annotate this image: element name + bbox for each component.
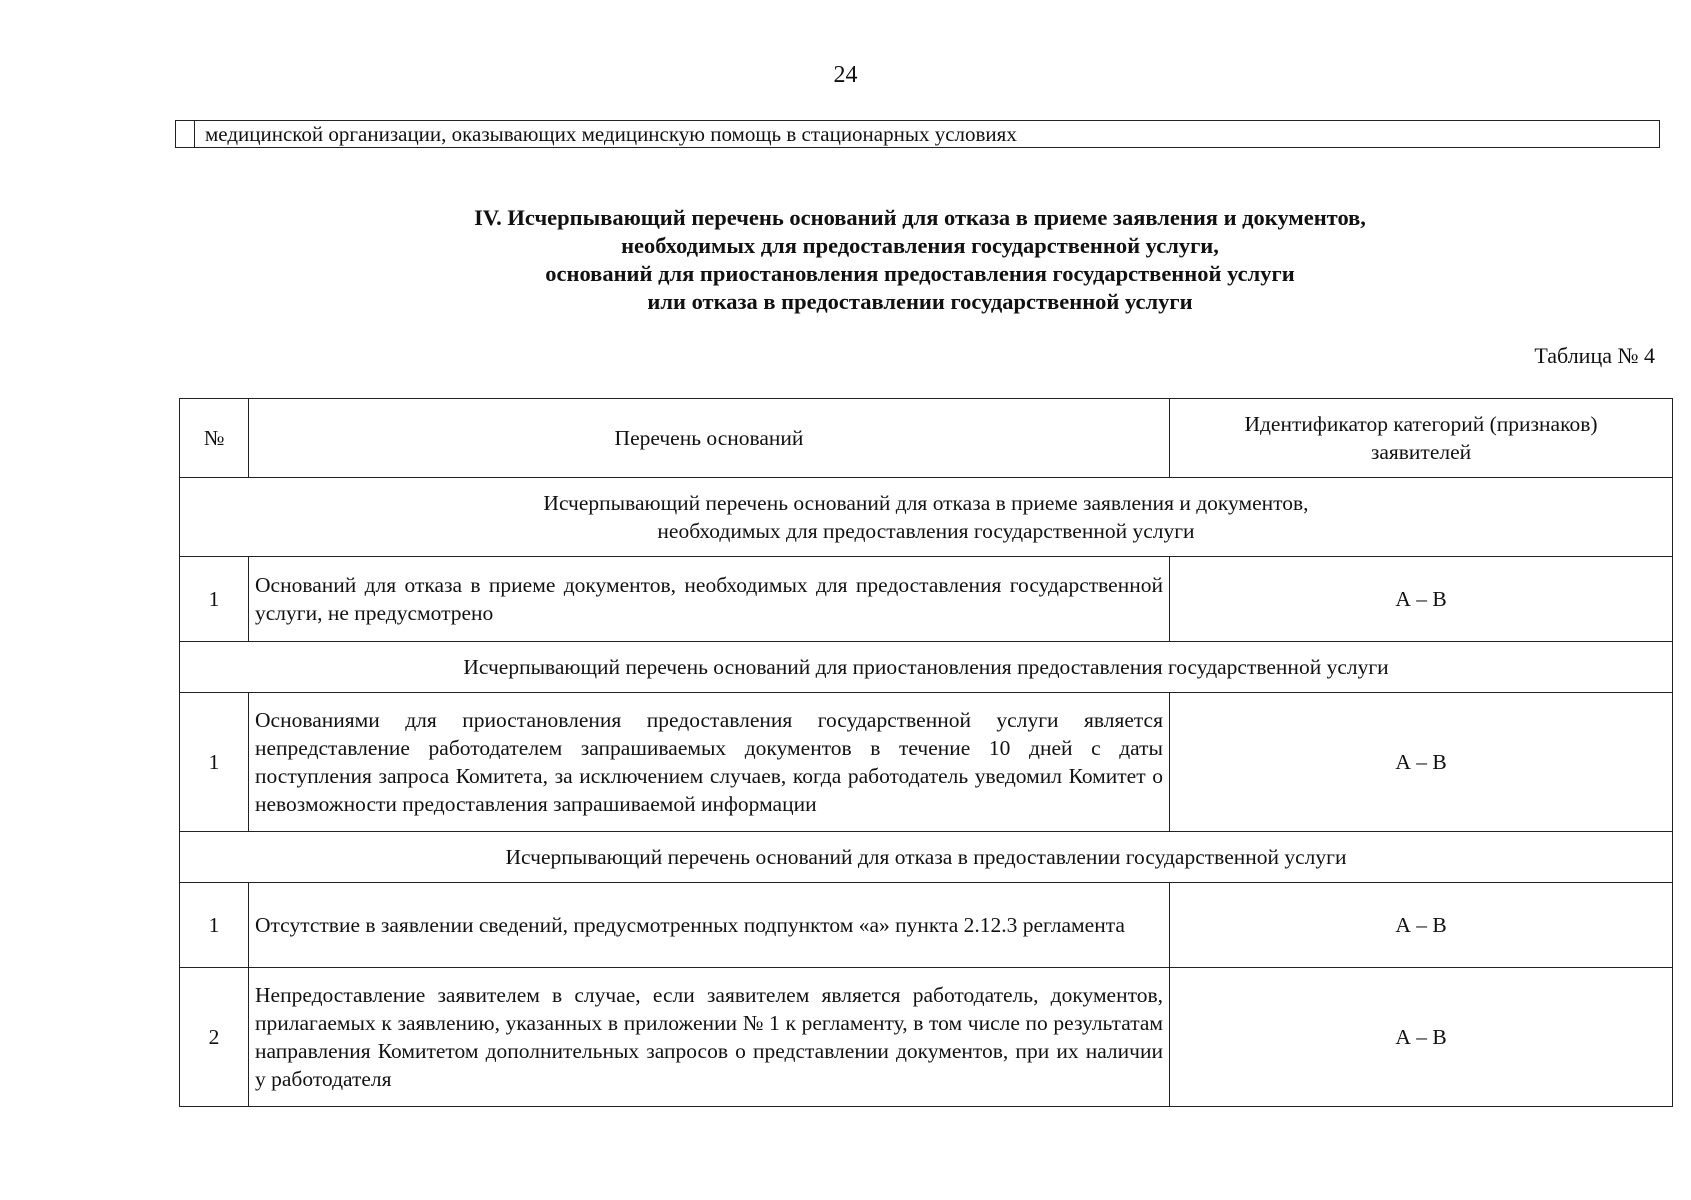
row-number: 1: [180, 883, 249, 968]
row-identifier: [1170, 883, 1673, 968]
table-row: [180, 883, 1673, 968]
page-number: 24: [833, 62, 858, 88]
row-grounds-text: Непредоставление заявителем в случае, если заявителем является работодатель, документов, прилагаемых к заявлению, указанных в приложении № 1 к регламенту, в том числе по результатам направления Комитетом дополнительных запросов о представлении документов, при их наличии у работодателя: [249, 968, 1170, 1107]
group-title-row: [180, 642, 1673, 693]
table-header-row: [180, 399, 1673, 478]
row-identifier: [1170, 557, 1673, 642]
section-title-line: или отказа в предоставлении государственной услуги: [647, 289, 1193, 314]
group-title-row: [180, 478, 1673, 557]
row-identifier: [1170, 968, 1673, 1107]
table-row: [176, 121, 1660, 148]
grounds-table: [179, 398, 1673, 1107]
group-title-line: необходимых для предоставления государственной услуги: [657, 519, 1195, 543]
header-number: №: [180, 399, 249, 478]
table-row: [180, 693, 1673, 832]
row-grounds-text: Основаниями для приостановления предоставления государственной услуги является непредставление работодателем запрашиваемых документов в течение 10 дней с даты поступления запроса Комитета, за исключением случаев, когда работодатель уведомил Комитет о невозможности предоставления запрашиваемой информации: [249, 693, 1170, 832]
group-title-line: Исчерпывающий перечень оснований для отказа в приеме заявления и документов,: [543, 491, 1309, 515]
group-title-row: [180, 832, 1673, 883]
header-grounds: Перечень оснований: [249, 399, 1170, 478]
row-grounds-text: Отсутствие в заявлении сведений, предусмотренных подпунктом «а» пункта 2.12.3 регламента: [249, 883, 1170, 968]
row-identifier-text: А – В: [1395, 750, 1447, 774]
row-identifier-text: А – В: [1395, 587, 1447, 611]
group-title-cell: Исчерпывающий перечень оснований для приостановления предоставления государственной услуги: [180, 642, 1673, 693]
row-number: 2: [180, 968, 249, 1107]
previous-table-fragment: [175, 120, 1660, 148]
row-number: 1: [180, 693, 249, 832]
row-number: 1: [180, 557, 249, 642]
table-row: [180, 557, 1673, 642]
previous-table-text-cell: медицинской организации, оказывающих медицинскую помощь в стационарных условиях: [195, 121, 1660, 148]
section-title-line: оснований для приостановления предоставления государственной услуги: [545, 261, 1295, 286]
group-title-cell: Исчерпывающий перечень оснований для отказа в предоставлении государственной услуги: [180, 832, 1673, 883]
header-identifier-line: заявителей: [1370, 440, 1472, 464]
group-title-cell: [180, 478, 1673, 557]
header-identifier-line: Идентификатор категорий (признаков): [1244, 412, 1598, 436]
header-identifier: [1170, 399, 1673, 478]
table-row: [180, 968, 1673, 1107]
row-identifier-text: А – В: [1395, 1025, 1447, 1049]
section-title-line: IV. Исчерпывающий перечень оснований для отказа в приеме заявления и документов,: [474, 205, 1366, 230]
table-caption: Таблица № 4: [1534, 343, 1655, 368]
section-title-line: необходимых для предоставления государственной услуги,: [621, 233, 1219, 258]
row-identifier-text: А – В: [1395, 913, 1447, 937]
section-title: [220, 204, 1620, 316]
row-grounds-text: Оснований для отказа в приеме документов, необходимых для предоставления государственной услуги, не предусмотрено: [249, 557, 1170, 642]
row-identifier: [1170, 693, 1673, 832]
previous-table-number-cell: [176, 121, 195, 148]
